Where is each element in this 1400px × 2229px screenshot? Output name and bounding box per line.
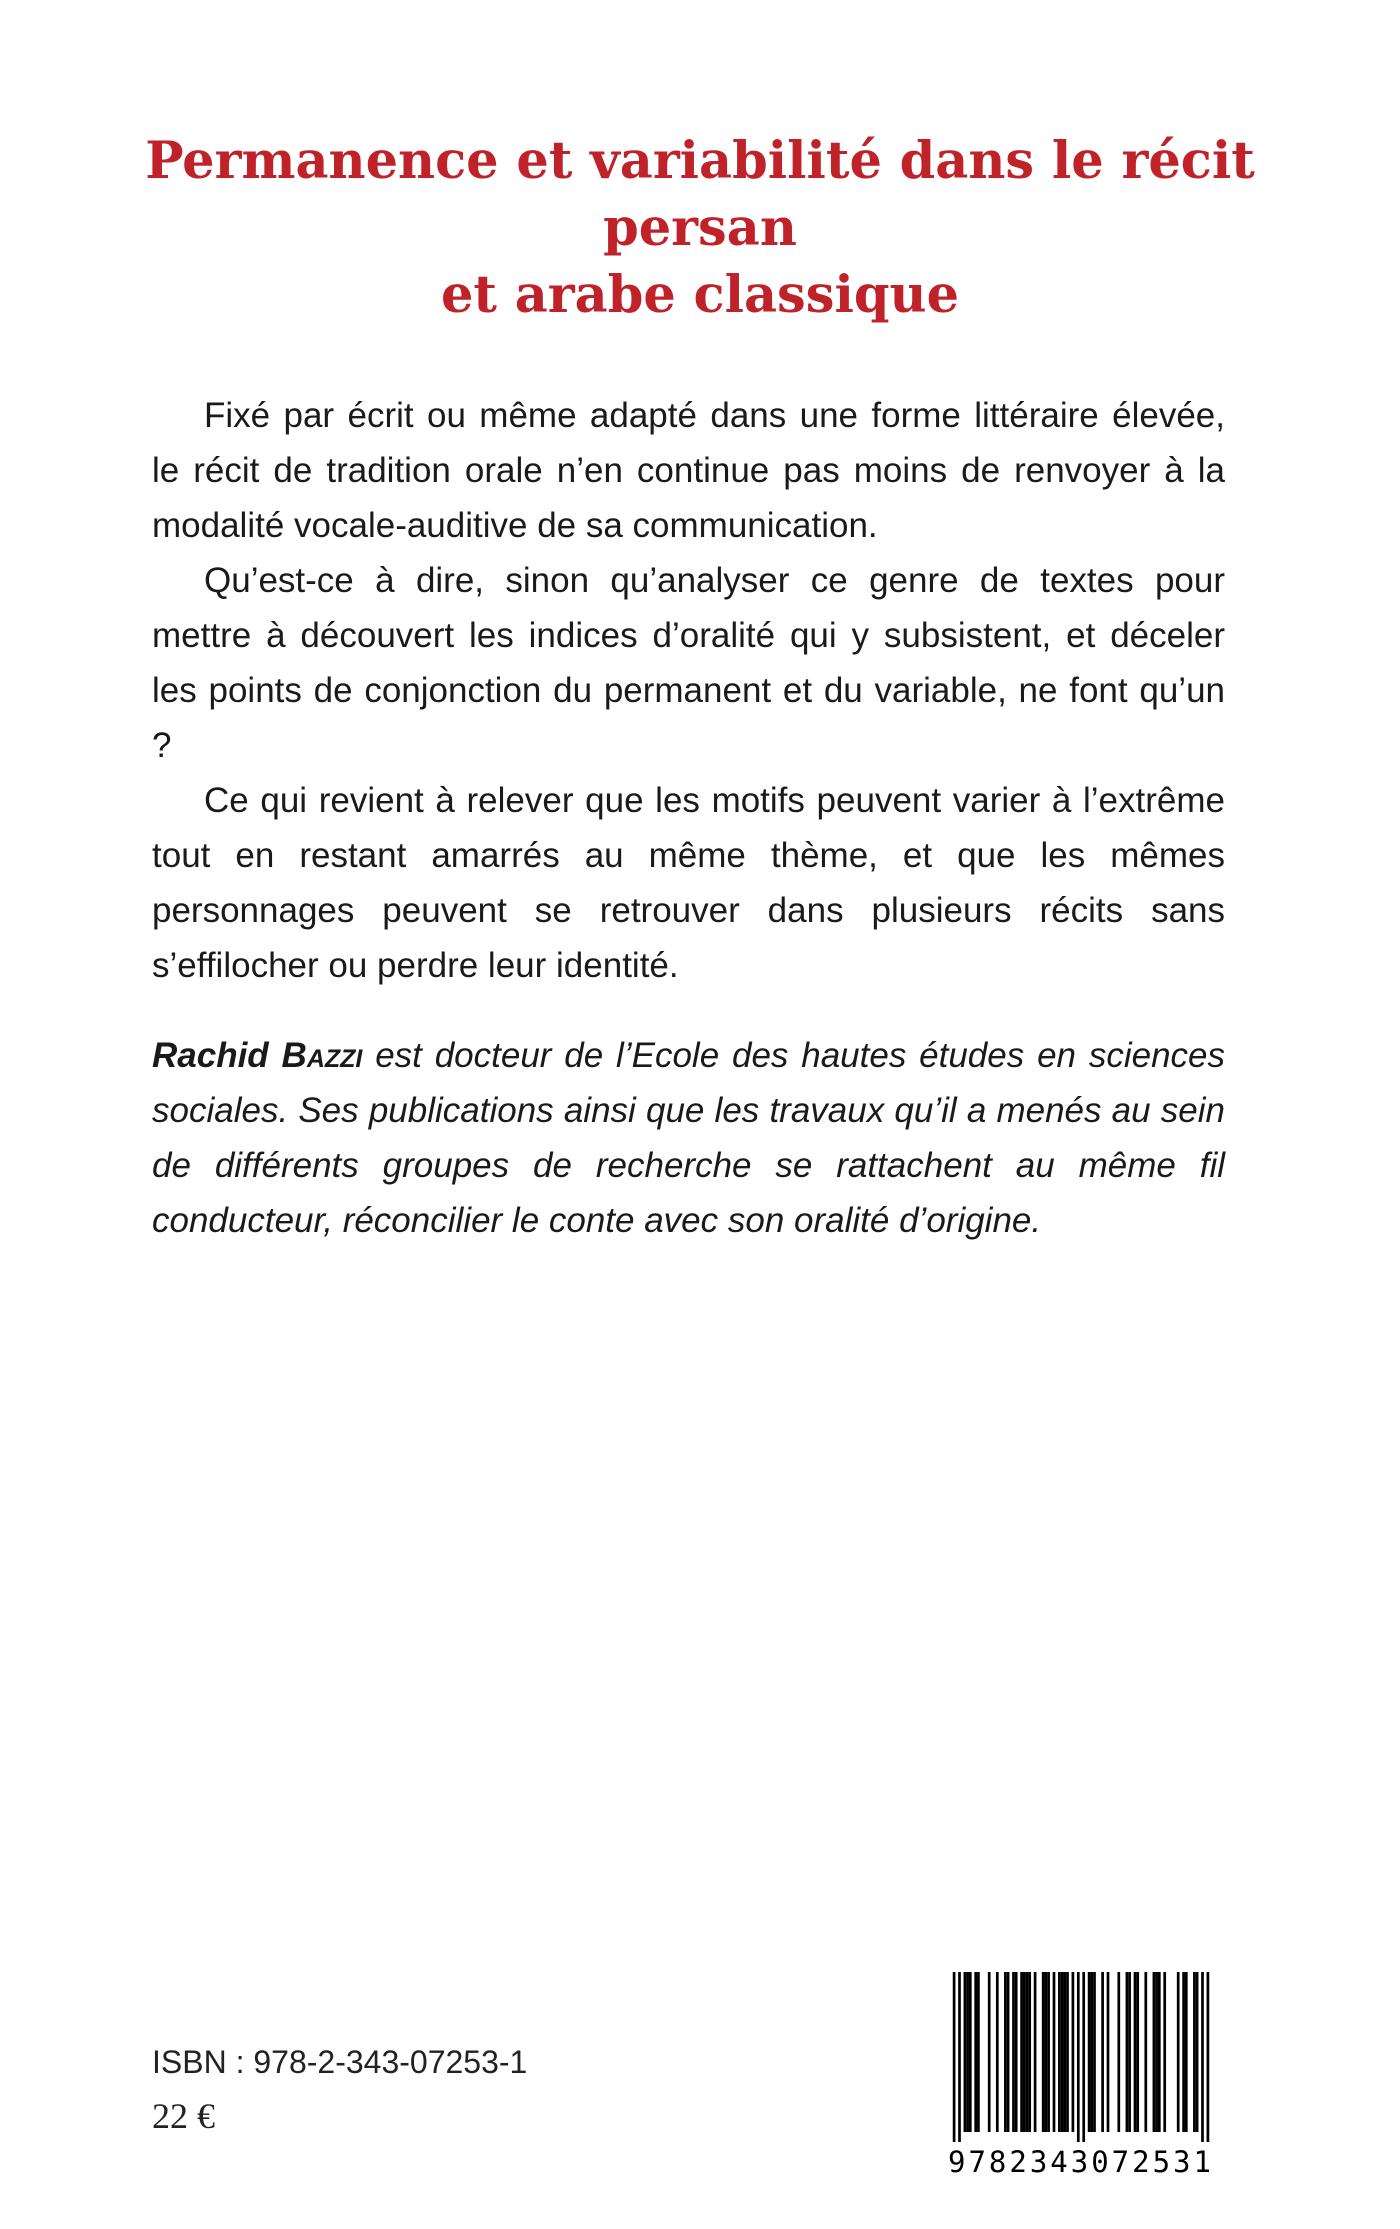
- book-title: [40, 128, 1360, 329]
- barcode-bar: [1028, 1972, 1031, 2132]
- barcode-bar: [1090, 1972, 1093, 2132]
- blurb-paragraph-3: Ce qui revient à relever que les motifs peuvent varier à l’extrême tout en restant amarrés au même thème, et que les mêmes personnages peuvent se retrouver dans plusieurs récits sans s’effilocher ou perdre leur identité.: [152, 781, 1225, 985]
- barcode-bar: [1093, 1972, 1096, 2132]
- isbn-label: ISBN : 978-2-343-07253-1: [152, 2044, 528, 2080]
- book-title-line-2: et arabe classique: [440, 265, 960, 325]
- barcode-bar: [1042, 1972, 1045, 2132]
- barcode-bar: [977, 1972, 980, 2132]
- barcode-bar: [1163, 1972, 1166, 2132]
- barcode-bar: [1034, 1972, 1037, 2132]
- barcode-bar: [1182, 1972, 1185, 2132]
- barcode-bar: [1047, 1972, 1050, 2132]
- barcode-bar: [1196, 1972, 1199, 2132]
- barcode: [942, 1968, 1220, 2180]
- barcode-bar: [1107, 1972, 1110, 2132]
- blurb-paragraph-2: Qu’est-ce à dire, sinon qu’analyser ce genre de textes pour mettre à découvert les indices d’oralité qui y subsistent, et déceler les points de conjonction du permanent et du variable, ne font qu’un ?: [152, 561, 1225, 765]
- blurb: [152, 388, 1225, 993]
- barcode-bar: [1026, 1972, 1029, 2132]
- barcode-bar: [1126, 1972, 1129, 2132]
- barcode-bar: [1004, 1972, 1007, 2132]
- barcode-bar: [1020, 1972, 1023, 2132]
- barcode-bar: [1144, 1972, 1147, 2132]
- barcode-bar: [1007, 1972, 1010, 2132]
- barcode-bar: [1201, 1972, 1204, 2142]
- barcode-digits: 9782343072531: [948, 2145, 1214, 2179]
- barcode-bar: [1077, 1972, 1080, 2142]
- barcode-bar: [964, 1972, 967, 2132]
- barcode-bar: [1155, 1972, 1158, 2132]
- barcode-bar: [974, 1972, 977, 2132]
- barcode-bar: [1177, 1972, 1180, 2132]
- barcode-bar: [1082, 1972, 1085, 2142]
- barcode-bar: [1063, 1972, 1066, 2132]
- barcode-bar: [1015, 1972, 1018, 2132]
- barcode-bar: [1058, 1972, 1061, 2132]
- barcode-bar: [953, 1972, 956, 2142]
- barcode-bar: [1207, 1972, 1210, 2142]
- author-bio: [152, 1028, 1225, 1248]
- barcode-bar: [988, 1972, 991, 2132]
- barcode-bar: [1185, 1972, 1188, 2132]
- author-bio-text: est docteur de l’Ecole des hautes études en sciences sociales. Ses publications ainsi que les travaux qu’il a menés au sein de différents groupes de recherche se rattachent au même fil conducteur, réconcilier le conte avec son oralité d’origine.: [152, 1036, 1226, 1240]
- barcode-bar: [1012, 1972, 1015, 2132]
- barcode-bar: [958, 1972, 961, 2142]
- barcode-bar: [1045, 1972, 1048, 2132]
- price-label: 22 €: [152, 2096, 215, 2136]
- author-last-name: Bazzi: [281, 1036, 363, 1075]
- book-title-line-1: Permanence et variabilité dans le récit persan: [145, 131, 1255, 258]
- barcode-bar: [1128, 1972, 1131, 2132]
- barcode-bar: [969, 1972, 972, 2132]
- barcode-bar: [1072, 1972, 1075, 2132]
- barcode-bar: [1153, 1972, 1156, 2132]
- barcode-bar: [1061, 1972, 1064, 2132]
- author-first-name: Rachid: [152, 1036, 269, 1075]
- barcode-bar: [1136, 1972, 1139, 2132]
- barcode-bar: [1158, 1972, 1161, 2132]
- barcode-bar: [1117, 1972, 1120, 2132]
- barcode-bar: [1023, 1972, 1026, 2132]
- barcode-bar: [1193, 1972, 1196, 2132]
- barcode-bar: [996, 1972, 999, 2132]
- barcode-bar: [1101, 1972, 1104, 2132]
- barcode-graphic: [942, 1968, 1220, 2180]
- barcode-bar: [1053, 1972, 1056, 2132]
- barcode-bars: [953, 1972, 1210, 2142]
- blurb-paragraph-1: Fixé par écrit ou même adapté dans une forme littéraire élevée, le récit de tradition orale n’en continue pas moins de renvoyer à la modalité vocale-auditive de sa communication.: [152, 396, 1225, 545]
- barcode-bar: [966, 1972, 969, 2132]
- barcode-bar: [1066, 1972, 1069, 2132]
- barcode-bar: [1134, 1972, 1137, 2132]
- barcode-bar: [1088, 1972, 1091, 2132]
